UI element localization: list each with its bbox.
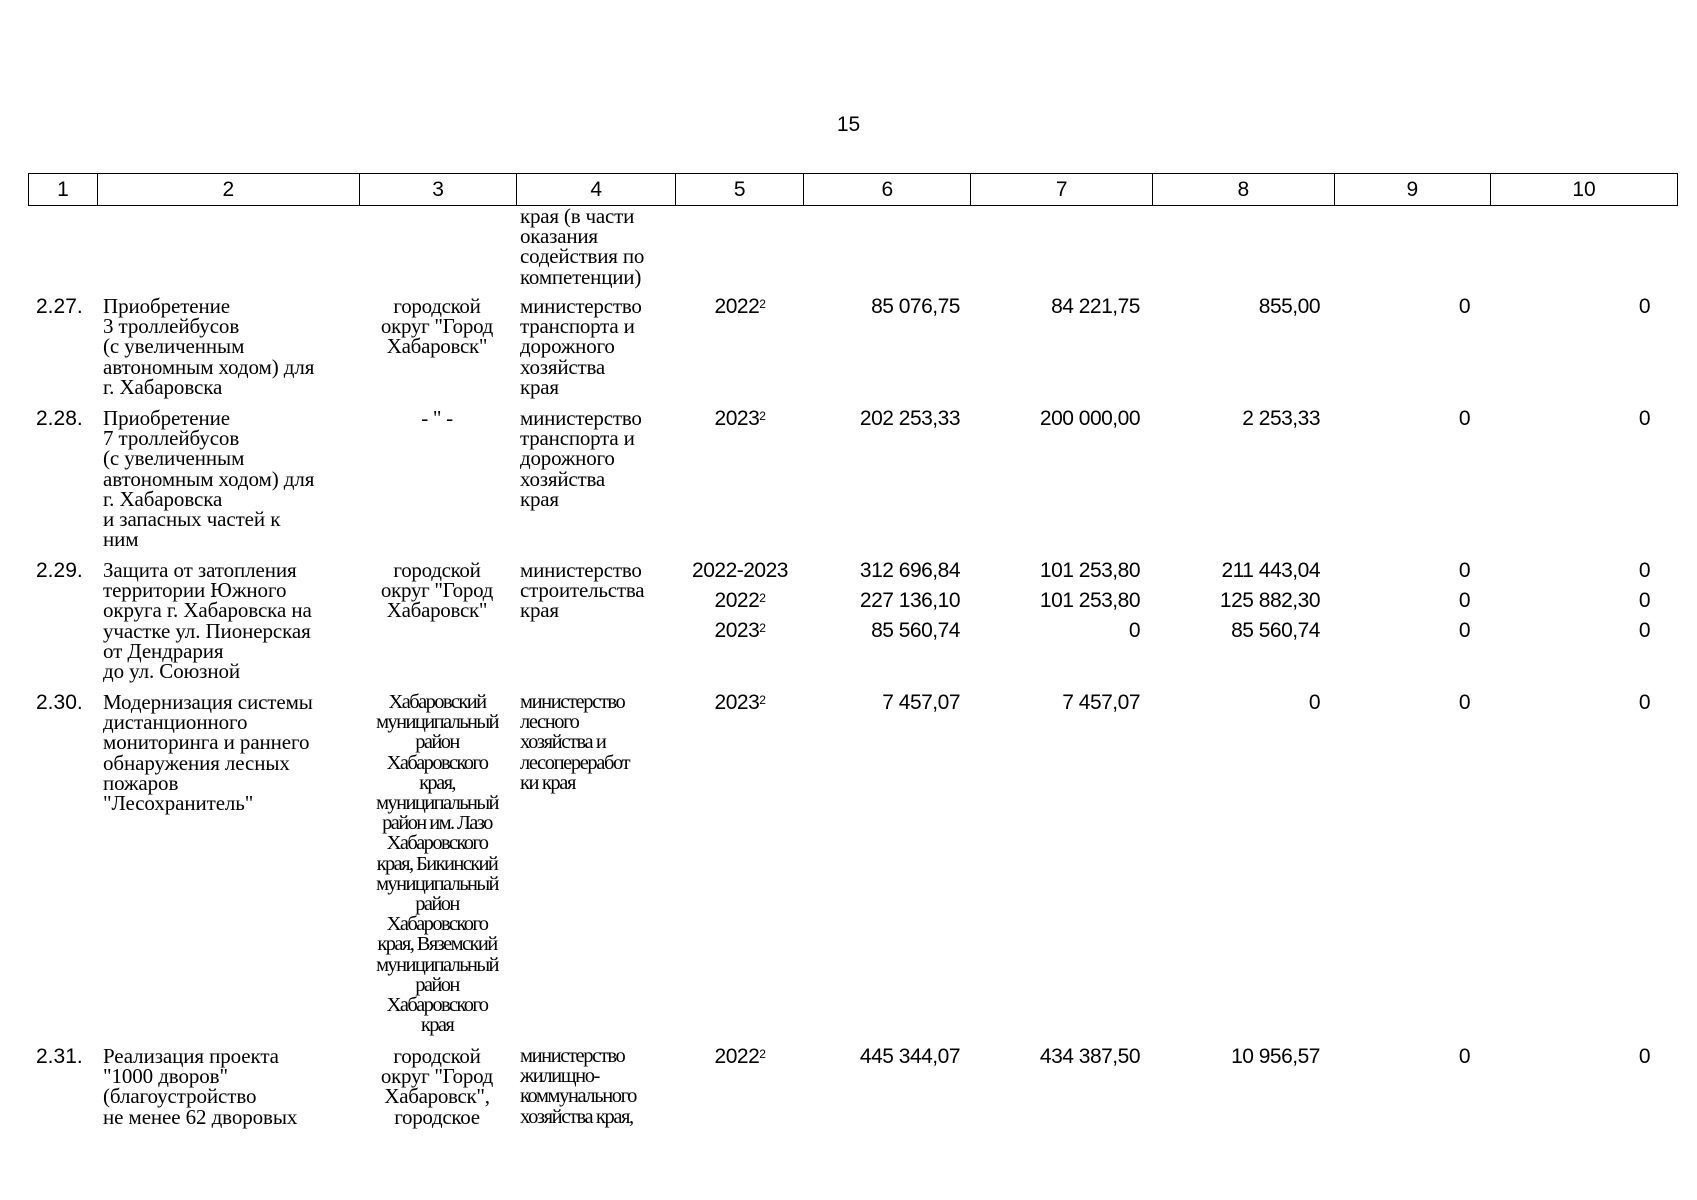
header-col-3: 3 — [359, 174, 517, 206]
value-row — [0, 296, 1697, 326]
text-line: края, — [419, 771, 455, 794]
text-line: Приобретение — [103, 294, 231, 318]
text-line: ки края — [520, 771, 575, 794]
text-line: содействия по — [520, 244, 645, 269]
text-line: обнаружения лесных — [103, 750, 290, 775]
text-line: края (в части — [520, 204, 635, 228]
text-line: края — [520, 598, 559, 623]
row-values — [0, 1046, 1697, 1076]
text-line: Хабаровского — [386, 994, 488, 1017]
value-row — [0, 692, 1697, 722]
text-line: края — [520, 486, 559, 511]
total-cell: 312 696,84 — [859, 559, 960, 582]
text-line: министерство — [520, 691, 625, 713]
col7-cell: 101 253,80 — [1039, 589, 1140, 612]
text-line: район — [415, 731, 459, 754]
text-line: муниципальный — [376, 872, 498, 895]
header-col-2: 2 — [97, 174, 359, 206]
text-line: пожаров — [103, 770, 179, 795]
total-cell: 202 253,33 — [859, 407, 960, 430]
col8-cell: 10 956,57 — [1231, 1045, 1320, 1068]
text-line: транспорта и — [520, 426, 635, 451]
col9-cell: 0 — [1458, 691, 1470, 714]
text-line: муниципальный — [376, 711, 498, 734]
col7-cell: 0 — [1128, 619, 1140, 642]
text-line: округ "Город — [380, 1064, 494, 1089]
col9-cell: 0 — [1458, 589, 1470, 612]
column-header-table — [28, 173, 1678, 206]
year-value: 2022-2023 — [692, 559, 788, 582]
text-line: автономным ходом) для — [103, 466, 315, 491]
footnote-mark: 2 — [759, 297, 766, 311]
year-value: 2022 — [714, 295, 760, 318]
text-line: район им. Лазо — [382, 812, 492, 835]
text-line: Хабаровск" — [386, 598, 488, 623]
text-line: министерство — [520, 406, 642, 430]
col9-cell: 0 — [1458, 559, 1470, 582]
year-value: 2022 — [714, 589, 760, 612]
text-line: хозяйства края, — [520, 1105, 633, 1128]
row-values — [0, 408, 1697, 438]
text-line: городской — [393, 1044, 481, 1068]
value-row — [0, 589, 1697, 623]
row-number: 2.28. — [36, 407, 83, 430]
footnote-mark: 2 — [759, 1047, 766, 1061]
text-line: не менее 62 дворовых — [103, 1104, 298, 1129]
text-line: Хабаровск", — [384, 1084, 490, 1109]
text-line: края — [420, 1014, 454, 1037]
text-line: жилищно- — [520, 1065, 599, 1088]
col8-cell: 211 443,04 — [1221, 559, 1320, 582]
text-line: лесопереработ — [520, 751, 630, 774]
text-line: края — [520, 374, 559, 399]
text-line: дорожного — [520, 334, 615, 359]
text-line: участке ул. Пионерская — [103, 618, 311, 643]
text-line: до ул. Союзной — [103, 659, 241, 684]
text-line: мониторинга и раннего — [103, 730, 310, 755]
col10-cell: 0 — [1638, 589, 1650, 612]
header-col-7: 7 — [971, 174, 1153, 206]
header-col-6: 6 — [804, 174, 971, 206]
col10-cell: 0 — [1638, 407, 1650, 430]
header-row — [29, 174, 1678, 206]
col8-cell: 125 882,30 — [1219, 589, 1320, 612]
text-line: края, Вяземский — [377, 933, 497, 956]
footnote-mark: 2 — [759, 693, 766, 707]
col9-cell: 0 — [1458, 407, 1470, 430]
col9-cell: 0 — [1458, 295, 1470, 318]
text-line: хозяйства — [520, 354, 606, 379]
text-line: компетенции) — [520, 264, 642, 289]
text-line: Хабаровского — [386, 913, 488, 936]
header-col-5: 5 — [676, 174, 804, 206]
col10-cell: 0 — [1638, 691, 1650, 714]
text-line: Модернизация системы — [103, 690, 313, 714]
text-line: Хабаровского — [386, 751, 488, 774]
row-number: 2.30. — [36, 691, 83, 714]
text-line: коммунального — [520, 1085, 636, 1108]
text-line: Хабаровск" — [386, 334, 488, 359]
text-line: "1000 дворов" — [103, 1064, 228, 1089]
text-line: - " - — [421, 406, 453, 430]
row-values — [0, 296, 1697, 326]
value-row — [0, 1046, 1697, 1076]
total-cell: 7 457,07 — [882, 691, 960, 714]
col8-cell: 0 — [1308, 691, 1320, 714]
text-line: городское — [394, 1104, 480, 1129]
text-line: территории Южного — [103, 578, 287, 603]
text-line: министерство — [520, 558, 642, 582]
value-row — [0, 620, 1697, 650]
col10-cell: 0 — [1638, 559, 1650, 582]
text-line: края, Бикинский — [376, 852, 498, 875]
header-col-4: 4 — [517, 174, 676, 206]
text-line: округа г. Хабаровска на — [103, 598, 312, 623]
text-line: 7 троллейбусов — [103, 426, 240, 451]
text-line: "Лесохранитель" — [103, 791, 254, 816]
value-row — [0, 408, 1697, 438]
row-territory — [362, 692, 512, 1035]
row-number: 2.27. — [36, 295, 83, 318]
text-line: Реализация проекта — [103, 1044, 279, 1068]
total-cell: 227 136,10 — [859, 589, 960, 612]
header-col-10: 10 — [1491, 174, 1678, 206]
col8-cell: 2 253,33 — [1242, 407, 1320, 430]
header-col-1: 1 — [29, 174, 98, 206]
col7-cell: 7 457,07 — [1062, 691, 1140, 714]
text-line: район — [415, 973, 459, 996]
footnote-mark: 2 — [759, 621, 766, 635]
text-line: ним — [103, 527, 139, 552]
year-value: 2022 — [714, 1045, 760, 1068]
text-line: (с увеличенным — [103, 334, 245, 359]
text-line: Хабаровский — [388, 691, 486, 713]
header-col-9: 9 — [1334, 174, 1491, 206]
text-line: и запасных частей к — [103, 507, 281, 532]
text-line: муниципальный — [376, 792, 498, 815]
text-line: дорожного — [520, 446, 615, 471]
text-line: хозяйства — [520, 466, 606, 491]
text-line: Хабаровского — [386, 832, 488, 855]
value-row — [0, 560, 1697, 590]
text-line: оказания — [520, 224, 598, 249]
row-number: 2.31. — [36, 1045, 83, 1068]
header-col-8: 8 — [1152, 174, 1334, 206]
text-line: строительства — [520, 578, 645, 603]
total-cell: 85 560,74 — [871, 619, 960, 642]
text-line: городской — [393, 558, 481, 582]
text-line: округ "Город — [380, 578, 494, 603]
text-line: округ "Город — [380, 314, 494, 339]
col7-cell: 434 387,50 — [1039, 1045, 1140, 1068]
text-line: транспорта и — [520, 314, 635, 339]
text-line: от Дендрария — [103, 638, 224, 663]
col9-cell: 0 — [1458, 619, 1470, 642]
text-line: (с увеличенным — [103, 446, 245, 471]
text-line: 3 троллейбусов — [103, 314, 240, 339]
continuation-responsible — [520, 206, 672, 287]
text-line: министерство — [520, 1045, 625, 1067]
total-cell: 445 344,07 — [859, 1045, 960, 1068]
col7-cell: 101 253,80 — [1039, 559, 1140, 582]
col8-cell: 855,00 — [1258, 295, 1320, 318]
text-line: хозяйства и — [520, 731, 606, 754]
col9-cell: 0 — [1458, 1045, 1470, 1068]
text-line: автономным ходом) для — [103, 354, 315, 379]
col7-cell: 200 000,00 — [1039, 407, 1140, 430]
col7-cell: 84 221,75 — [1051, 295, 1140, 318]
year-value: 2023 — [714, 691, 760, 714]
text-line: лесного — [520, 711, 579, 734]
footnote-mark: 2 — [759, 591, 766, 605]
text-line: дистанционного — [103, 710, 248, 735]
col10-cell: 0 — [1638, 295, 1650, 318]
year-value: 2023 — [714, 619, 760, 642]
text-line: район — [415, 893, 459, 916]
row-values — [0, 692, 1697, 722]
text-line: Защита от затопления — [103, 558, 297, 582]
row-number: 2.29. — [36, 559, 83, 582]
footnote-mark: 2 — [759, 409, 766, 423]
year-value: 2023 — [714, 407, 760, 430]
text-line: городской — [393, 294, 481, 318]
text-line: министерство — [520, 294, 642, 318]
text-line: Приобретение — [103, 406, 231, 430]
col10-cell: 0 — [1638, 1045, 1650, 1068]
row-values — [0, 560, 1697, 650]
page-number: 15 — [836, 113, 861, 136]
text-line: г. Хабаровска — [103, 486, 223, 511]
col10-cell: 0 — [1638, 619, 1650, 642]
text-line: муниципальный — [376, 953, 498, 976]
total-cell: 85 076,75 — [871, 295, 960, 318]
text-line: г. Хабаровска — [103, 374, 223, 399]
col8-cell: 85 560,74 — [1231, 619, 1320, 642]
text-line: (благоустройство — [103, 1084, 257, 1109]
